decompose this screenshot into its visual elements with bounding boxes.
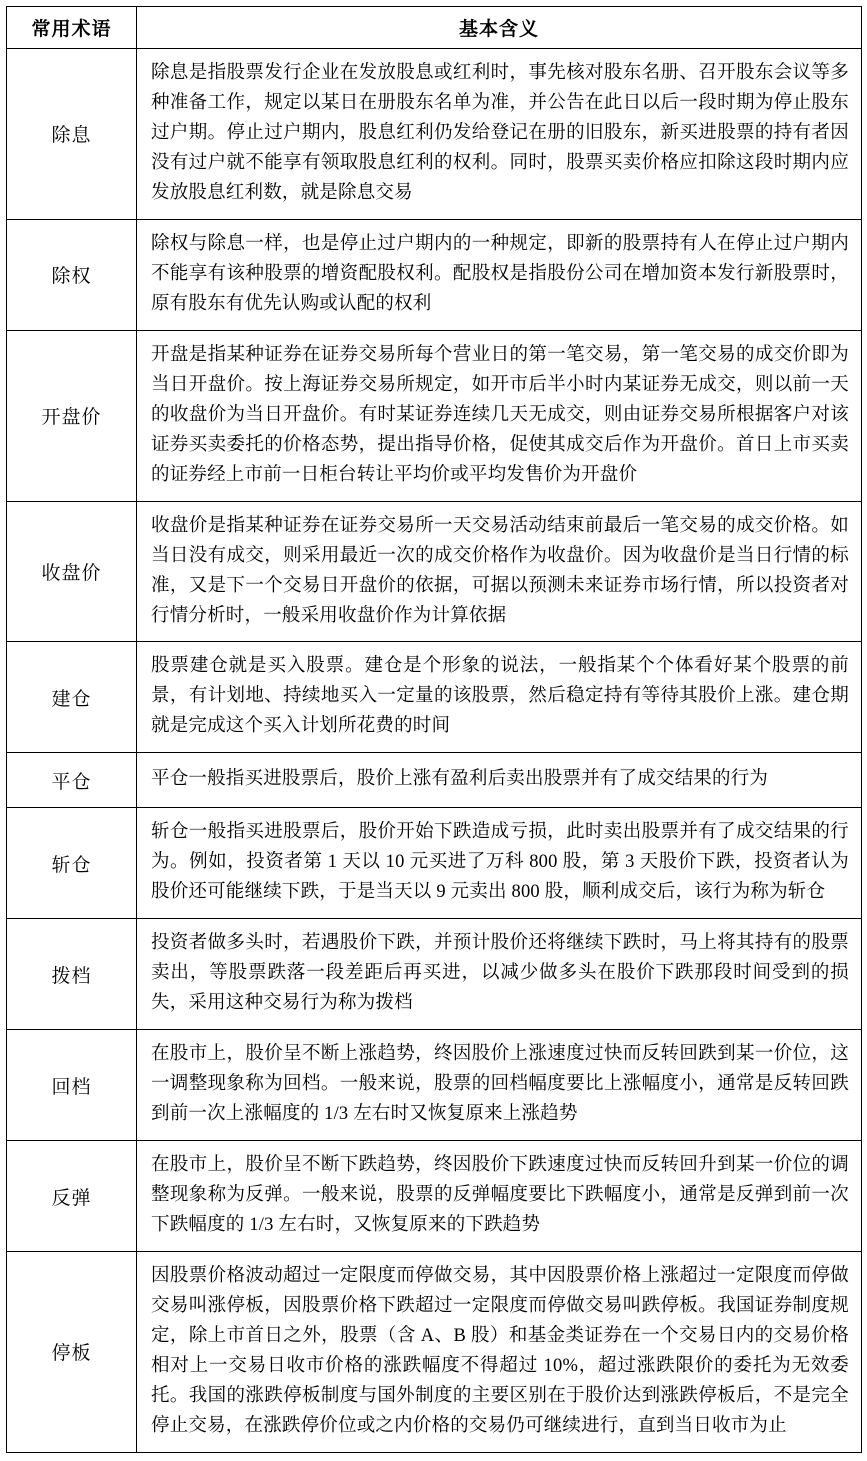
table-row — [7, 501, 862, 642]
term-cell: 除权 — [7, 219, 137, 330]
term-cell: 平仓 — [7, 753, 137, 808]
term-cell: 收盘价 — [7, 501, 137, 642]
table-row — [7, 919, 862, 1030]
meaning-cell: 除息是指股票发行企业在发放股息或红利时，事先核对股东名册、召开股东会议等多种准备工作，规定以某日在册股东名单为准，并公告在此日以后一段时期为停止股东过户期。停止过户期内，股息红利仍发给登记在册的旧股东，新买进股票的持有者因没有过户就不能享有领取股息红利的权利。同时，股票买卖价格应扣除这段时期内应发放股息红利数，就是除息交易 — [137, 49, 862, 220]
meaning-cell: 在股市上，股价呈不断下跌趋势，终因股价下跌速度过快而反转回升到某一价位的调整现象称为反弹。一般来说，股票的反弹幅度要比下跌幅度小，通常是反弹到前一次下跌幅度的 1/3 左右时，又恢复原来的下跌趋势 — [137, 1141, 862, 1252]
term-cell: 拨档 — [7, 919, 137, 1030]
term-cell: 反弹 — [7, 1141, 137, 1252]
term-cell: 回档 — [7, 1030, 137, 1141]
meaning-cell: 斩仓一般指买进股票后，股价开始下跌造成亏损，此时卖出股票并有了成交结果的行为。例如，投资者第 1 天以 10 元买进了万科 800 股，第 3 天股价下跌，投资者认为股价还可能继续下跌，于是当天以 9 元卖出 800 股，顺利成交后，该行为称为斩仓 — [137, 808, 862, 919]
table-row — [7, 1251, 862, 1452]
meaning-cell: 除权与除息一样，也是停止过户期内的一种规定，即新的股票持有人在停止过户期内不能享有该种股票的增资配股权利。配股权是指股份公司在增加资本发行新股票时，原有股东有优先认购或认配的权利 — [137, 219, 862, 330]
meaning-cell: 股票建仓就是买入股票。建仓是个形象的说法，一般指某个个体看好某个股票的前景，有计划地、持续地买入一定量的该股票，然后稳定持有等待其股价上涨。建仓期就是完成这个买入计划所花费的时间 — [137, 642, 862, 753]
meaning-cell: 因股票价格波动超过一定限度而停做交易，其中因股票价格上涨超过一定限度而停做交易叫涨停板，因股票价格下跌超过一定限度而停做交易叫跌停板。我国证券制度规定，除上市首日之外，股票（含 A、B 股）和基金类证券在一个交易日内的交易价格相对上一交易日收市价格的涨跌幅度不得超过 10%，超过涨跌限价的委托为无效委托。我国的涨跌停板制度与国外制度的主要区别在于股价达到涨跌停板后，不是完全停止交易，在涨跌停价位或之内价格的交易仍可继续进行，直到当日收市为止 — [137, 1251, 862, 1452]
glossary-table — [6, 6, 862, 1453]
column-header-term: 常用术语 — [7, 7, 137, 49]
meaning-cell: 开盘是指某种证券在证券交易所每个营业日的第一笔交易，第一笔交易的成交价即为当日开盘价。按上海证券交易所规定，如开市后半小时内某证券无成交，则以前一天的收盘价为当日开盘价。有时某证券连续几天无成交，则由证券交易所根据客户对该证券买卖委托的价格态势，提出指导价格，促使其成交后作为开盘价。首日上市买卖的证券经上市前一日柜台转让平均价或平均发售价为开盘价 — [137, 330, 862, 501]
term-cell: 开盘价 — [7, 330, 137, 501]
meaning-cell: 在股市上，股价呈不断上涨趋势，终因股价上涨速度过快而反转回跌到某一价位，这一调整现象称为回档。一般来说，股票的回档幅度要比上涨幅度小，通常是反转回跌到前一次上涨幅度的 1/3 左右时又恢复原来上涨趋势 — [137, 1030, 862, 1141]
table-row — [7, 330, 862, 501]
meaning-cell: 投资者做多头时，若遇股价下跌，并预计股价还将继续下跌时，马上将其持有的股票卖出，等股票跌落一段差距后再买进，以减少做多头在股价下跌那段时间受到的损失，采用这种交易行为称为拨档 — [137, 919, 862, 1030]
table-row — [7, 49, 862, 220]
table-row — [7, 808, 862, 919]
table-row — [7, 219, 862, 330]
table-row — [7, 1030, 862, 1141]
table-body — [7, 49, 862, 1453]
table-row — [7, 642, 862, 753]
column-header-meaning: 基本含义 — [137, 7, 862, 49]
term-cell: 斩仓 — [7, 808, 137, 919]
table-header — [7, 7, 862, 49]
term-cell: 除息 — [7, 49, 137, 220]
table-header-row — [7, 7, 862, 49]
term-cell: 建仓 — [7, 642, 137, 753]
term-cell: 停板 — [7, 1251, 137, 1452]
table-row — [7, 753, 862, 808]
meaning-cell: 收盘价是指某种证券在证券交易所一天交易活动结束前最后一笔交易的成交价格。如当日没有成交，则采用最近一次的成交价格作为收盘价。因为收盘价是当日行情的标准，又是下一个交易日开盘价的依据，可据以预测未来证券市场行情，所以投资者对行情分析时，一般采用收盘价作为计算依据 — [137, 501, 862, 642]
meaning-cell: 平仓一般指买进股票后，股价上涨有盈利后卖出股票并有了成交结果的行为 — [137, 753, 862, 808]
table-row — [7, 1141, 862, 1252]
